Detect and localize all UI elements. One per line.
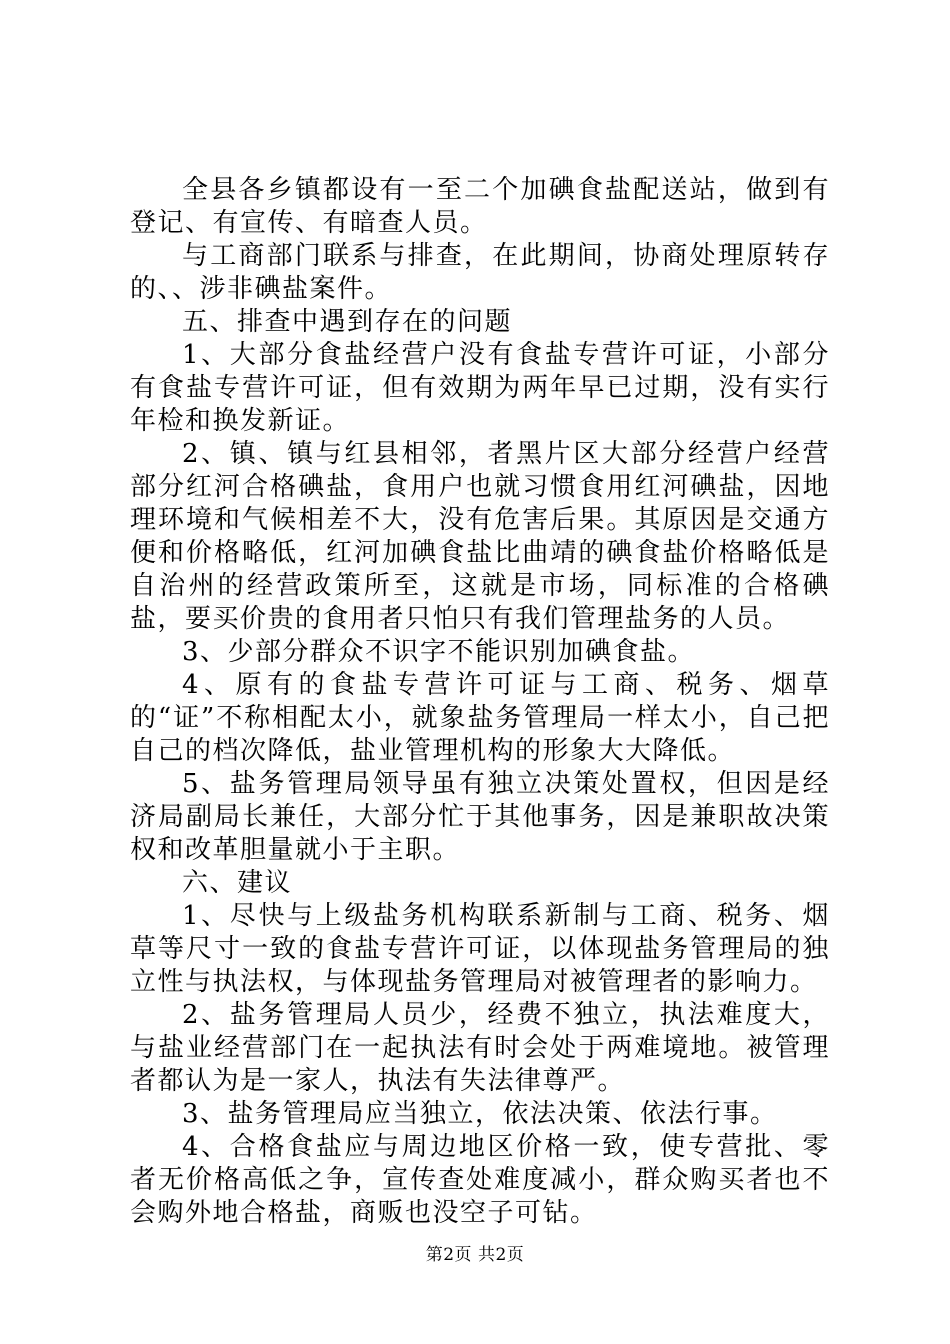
page-footer xyxy=(0,1244,950,1266)
paragraph: 与工商部门联系与排查，在此期间，协商处理原转存的、、涉非碘盐案件。 xyxy=(130,241,830,304)
paragraph: 4、合格食盐应与周边地区价格一致，使专营批、零者无价格高低之争，宣传查处难度减小，群众购买者也不会购外地合格盐，商贩也没空子可钻。 xyxy=(130,1132,830,1228)
paragraph: 全县各乡镇都设有一至二个加碘食盐配送站，做到有登记、有宣传、有暗查人员。 xyxy=(130,175,830,238)
paragraph: 2、镇、镇与红县相邻，者黑片区大部分经营户经营部分红河合格碘盐，食用户也就习惯食用红河碘盐，因地理环境和气候相差不大，没有危害后果。其原因是交通方便和价格略低，红河加碘食盐比曲靖的碘食盐价格略低是自治州的经营政策所至，这就是市场，同标准的合格碘盐，要买价贵的食用者只怕只有我们管理盐务的人员。 xyxy=(130,439,830,634)
paragraph: 1、尽快与上级盐务机构联系新制与工商、税务、烟草等尺寸一致的食盐专营许可证，以体现盐务管理局的独立性与执法权，与体现盐务管理局对被管理者的影响力。 xyxy=(130,901,830,997)
section-heading: 五、排查中遇到存在的问题 xyxy=(182,307,513,337)
paragraph: 3、盐务管理局应当独立，依法决策、依法行事。 xyxy=(182,1099,778,1129)
document-body xyxy=(130,174,830,1230)
section-heading: 六、建议 xyxy=(182,868,293,898)
paragraph: 4、原有的食盐专营许可证与工商、税务、烟草的“证”不称相配太小，就象盐务管理局一样太小，自己把自己的档次降低，盐业管理机构的形象大大降低。 xyxy=(130,670,830,766)
paragraph: 2、盐务管理局人员少，经费不独立，执法难度大，与盐业经营部门在一起执法有时会处于两难境地。被管理者都认为是一家人，执法有失法律尊严。 xyxy=(130,1000,830,1096)
paragraph: 3、少部分群众不识字不能识别加碘食盐。 xyxy=(182,637,696,667)
paragraph: 1、大部分食盐经营户没有食盐专营许可证，小部分有食盐专营许可证，但有效期为两年早已过期，没有实行年检和换发新证。 xyxy=(130,340,830,436)
page-number-label: 第2页 共2页 xyxy=(425,1245,525,1265)
paragraph: 5、盐务管理局领导虽有独立决策处置权，但因是经济局副局长兼任，大部分忙于其他事务，因是兼职故决策权和改革胆量就小于主职。 xyxy=(130,769,830,865)
